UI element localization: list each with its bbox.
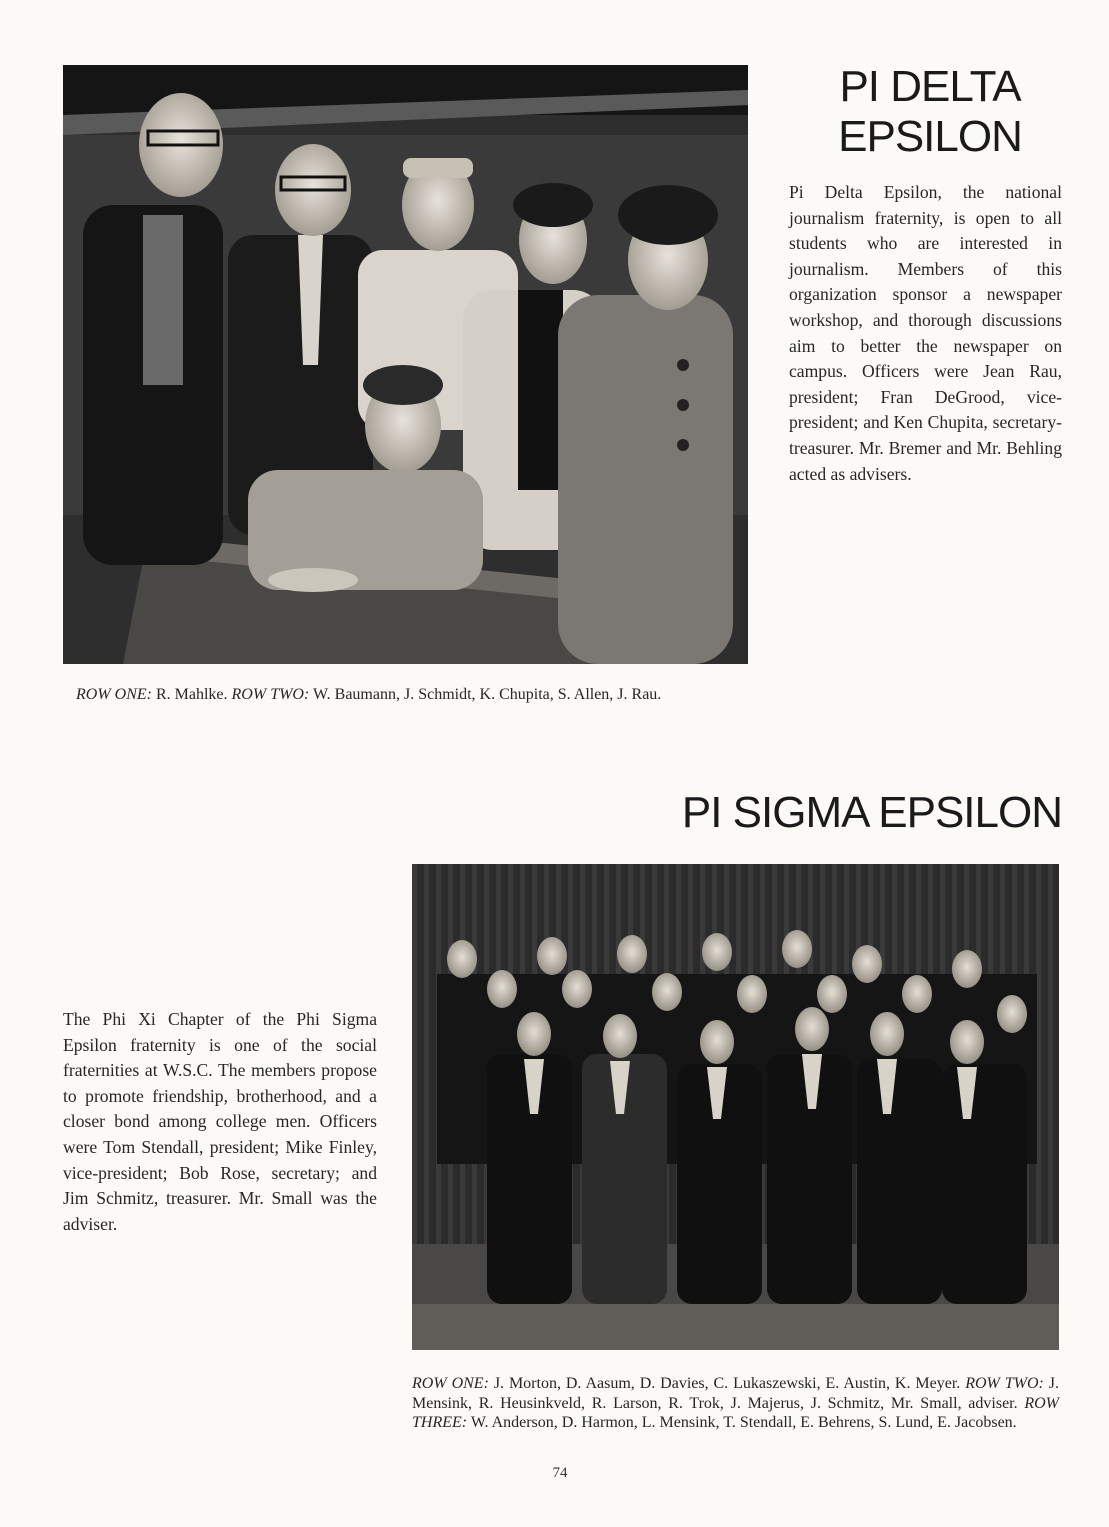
pi-delta-epsilon-photo	[63, 65, 748, 664]
caption-row-names: J. Mensink, R. Heusinkveld, R. Larson, R. Trok, J. Majerus, J. Schmitz, Mr. Small, adviser.	[412, 1375, 1060, 1412]
pi-sigma-epsilon-photo	[412, 864, 1059, 1350]
pi-delta-epsilon-title	[800, 62, 1060, 162]
caption-row-names: R. Mahlke.	[151, 686, 232, 703]
caption-row-label: ROW THREE:	[412, 1394, 1059, 1431]
caption-row-names: W. Anderson, D. Harmon, L. Mensink, T. Stendall, E. Behrens, S. Lund, E. Jacobsen.	[467, 1414, 1017, 1431]
caption-row-label: ROW ONE:	[412, 1375, 489, 1392]
pi-sigma-epsilon-title: PI SIGMA EPSILON	[681, 788, 1062, 837]
title-line-2: EPSILON	[838, 112, 1022, 161]
pi-sigma-epsilon-caption	[412, 1374, 1059, 1433]
caption-row-label: ROW ONE:	[76, 686, 152, 703]
caption-row-names: W. Baumann, J. Schmidt, K. Chupita, S. Allen, J. Rau.	[309, 686, 662, 703]
caption-row-label: ROW TWO:	[965, 1375, 1044, 1392]
pi-delta-epsilon-description: Pi Delta Epsilon, the national journalism fraternity, is open to all students who are interested in journalism. Members of this organization sponsor a newspaper workshop, and thorough discussions aim to better the newspaper on campus. Officers were Jean Rau, president; Fran DeGrood, vice-president; and Ken Chupita, secretary-treasurer. Mr. Bremer and Mr. Behling acted as advisers.	[789, 182, 1062, 484]
pi-delta-epsilon-caption	[76, 685, 736, 705]
page-number: 74	[552, 1465, 568, 1481]
caption-row-label: ROW TWO:	[231, 686, 310, 703]
caption-row-names: J. Morton, D. Aasum, D. Davies, C. Lukaszewski, E. Austin, K. Meyer.	[488, 1375, 966, 1392]
pi-sigma-epsilon-description: The Phi Xi Chapter of the Phi Sigma Epsilon fraternity is one of the social fraternities at W.S.C. The members propose to promote friendship, brotherhood, and a closer bond among college men. Officers were Tom Stendall, president; Mike Finley, vice-president; Bob Rose, secretary; and Jim Schmitz, treasurer. Mr. Small was the adviser.	[63, 1009, 377, 1234]
title-line-1: PI DELTA	[839, 62, 1021, 111]
